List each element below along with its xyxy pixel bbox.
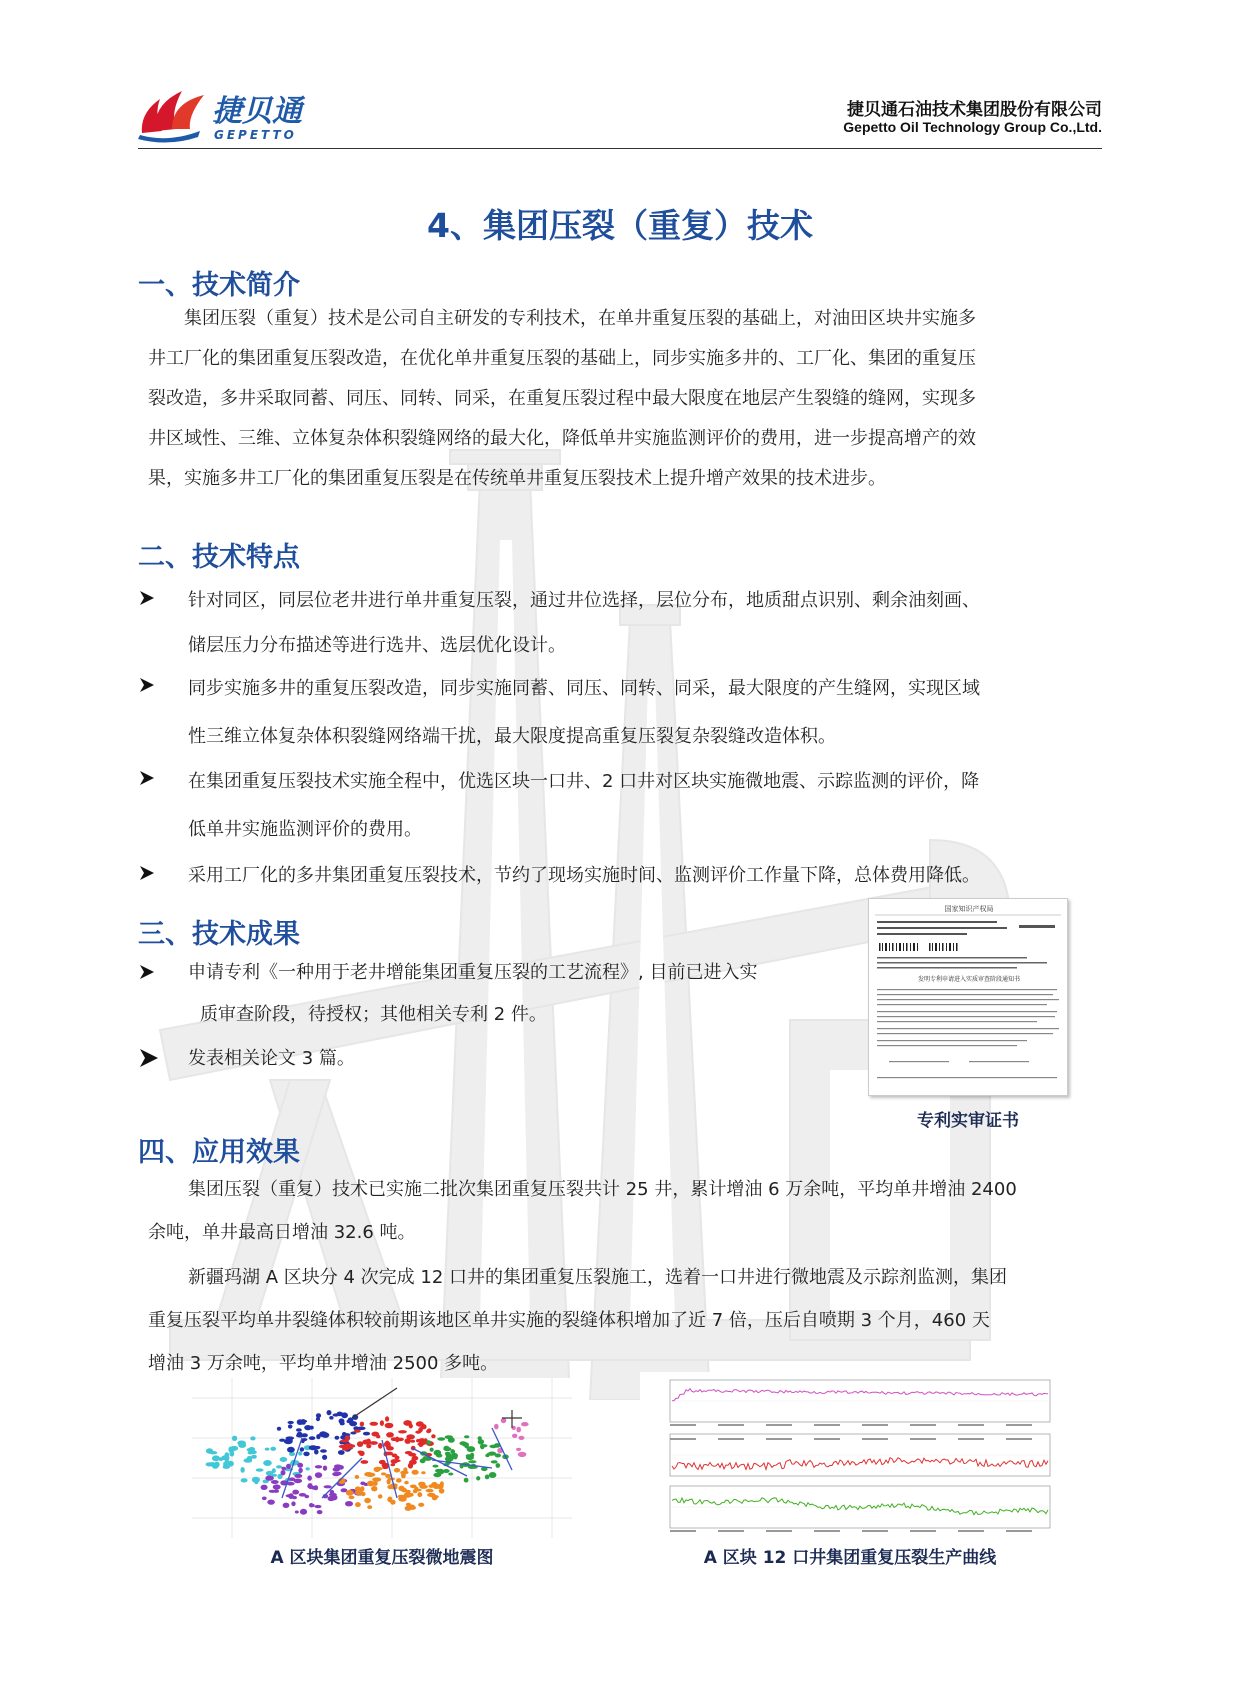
microseismic-event-dot [277, 1427, 281, 1431]
microseismic-event-dot [488, 1452, 496, 1456]
microseismic-event-dot [370, 1422, 379, 1426]
microseismic-event-dot [434, 1450, 442, 1456]
axis-tick-label-mark [862, 1438, 888, 1440]
microseismic-event-dot [338, 1465, 344, 1470]
microseismic-event-dot [437, 1437, 445, 1440]
microseismic-event-dot [417, 1492, 422, 1497]
microseismic-event-dot [288, 1424, 293, 1428]
axis-tick-label-mark [958, 1530, 984, 1532]
microseismic-event-dot [306, 1467, 310, 1470]
microseismic-event-dot [315, 1472, 322, 1478]
microseismic-event-dot [392, 1459, 401, 1462]
application-line: 集团压裂（重复）技术已实施二批次集团重复压裂共计 25 井，累计增油 6 万余吨，平均单井增油 2400 [188, 1179, 1017, 1200]
microseismic-event-dot [238, 1443, 246, 1448]
page-title: 4、集团压裂（重复）技术 [427, 206, 813, 245]
microseismic-event-dot [370, 1441, 378, 1445]
microseismic-event-dot [406, 1434, 415, 1439]
microseismic-event-dot [228, 1447, 232, 1453]
arrow-bullet-icon [138, 590, 160, 612]
microseismic-event-dot [328, 1496, 335, 1501]
microseismic-event-dot [516, 1448, 521, 1451]
microseismic-event-dot [314, 1485, 318, 1490]
company-name-cn: 捷贝通石油技术集团股份有限公司 [847, 100, 1102, 120]
microseismic-event-dot [280, 1457, 288, 1462]
microseismic-event-dot [496, 1463, 501, 1468]
intro-line: 集团压裂（重复）技术是公司自主研发的专利技术，在单井重复压裂的基础上，对油田区块井实施多 [184, 308, 976, 329]
microseismic-event-dot [419, 1443, 424, 1448]
microseismic-event-dot [464, 1478, 469, 1483]
microseismic-event-dot [244, 1458, 253, 1463]
microseismic-event-dot [433, 1465, 439, 1468]
microseismic-event-dot [374, 1467, 379, 1471]
microseismic-event-dot [265, 1461, 269, 1464]
microseismic-event-dot [322, 1455, 327, 1460]
microseismic-event-dot [478, 1436, 482, 1440]
section-heading-features: 二、技术特点 [138, 542, 300, 573]
microseismic-event-dot [416, 1439, 421, 1442]
microseismic-event-dot [345, 1435, 350, 1440]
microseismic-event-dot [221, 1455, 229, 1460]
microseismic-event-dot [411, 1457, 416, 1460]
feature-line: 同步实施多井的重复压裂改造，同步实施同蓄、同压、同转、同采，最大限度的产生缝网，实现区域 [188, 678, 980, 699]
microseismic-event-dot [364, 1498, 371, 1503]
microseismic-event-dot [317, 1510, 323, 1514]
microseismic-event-dot [404, 1481, 409, 1485]
microseismic-event-dot [291, 1501, 295, 1506]
microseismic-event-dot [206, 1462, 214, 1466]
production-caption: A 区块 12 口井集团重复压裂生产曲线 [703, 1548, 997, 1568]
axis-tick-label-mark [814, 1530, 840, 1532]
microseismic-event-dot [439, 1488, 445, 1493]
microseismic-event-dot [299, 1420, 307, 1423]
intro-line: 井区域性、三维、立体复杂体积裂缝网络的最大化，降低单井实施监测评价的费用，进一步提高增产的效 [148, 428, 976, 449]
microseismic-event-dot [406, 1503, 411, 1506]
microseismic-event-dot [385, 1441, 390, 1446]
production-curves-image [640, 1372, 1060, 1540]
logo-text-en: GEPETTO [214, 128, 297, 142]
microseismic-event-dot [241, 1478, 248, 1482]
header-divider [138, 148, 1102, 149]
microseismic-event-dot [367, 1505, 372, 1509]
microseismic-event-dot [284, 1441, 292, 1444]
microseismic-event-dot [270, 1447, 276, 1451]
microseismic-event-dot [413, 1489, 422, 1492]
logo-text-cn: 捷贝通 [212, 94, 302, 129]
microseismic-event-dot [357, 1427, 366, 1431]
microseismic-event-dot [395, 1437, 399, 1443]
microseismic-event-dot [421, 1471, 425, 1474]
microseismic-event-dot [437, 1469, 445, 1475]
axis-tick-label-mark [718, 1530, 744, 1532]
microseismic-event-dot [396, 1478, 402, 1482]
microseismic-event-dot [271, 1480, 279, 1484]
microseismic-event-dot [232, 1436, 237, 1441]
microseismic-event-dot [476, 1476, 480, 1480]
microseismic-event-dot [327, 1410, 332, 1415]
result-line: 质审查阶段，待授权；其他相关专利 2 件。 [200, 1004, 547, 1025]
microseismic-event-dot [295, 1511, 299, 1514]
microseismic-event-dot [359, 1451, 365, 1456]
microseismic-event-dot [409, 1460, 417, 1465]
microseismic-event-dot [518, 1452, 527, 1457]
microseismic-event-dot [355, 1502, 361, 1507]
arrow-bullet-icon [138, 1048, 160, 1070]
microseismic-event-dot [403, 1467, 407, 1472]
microseismic-event-dot [448, 1473, 453, 1476]
microseismic-event-dot [247, 1448, 254, 1452]
microseismic-event-dot [309, 1436, 316, 1440]
microseismic-map-image [192, 1378, 572, 1538]
microseismic-event-dot [494, 1424, 499, 1430]
microseismic-event-dot [385, 1423, 394, 1429]
application-paragraph-2 [148, 1256, 1128, 1385]
microseismic-event-dot [378, 1443, 383, 1449]
microseismic-event-dot [410, 1485, 417, 1489]
microseismic-event-dot [310, 1504, 314, 1507]
microseismic-event-dot [412, 1470, 419, 1475]
microseismic-event-dot [415, 1431, 421, 1434]
microseismic-event-dot [339, 1418, 345, 1423]
microseismic-event-dot [254, 1480, 258, 1484]
microseismic-event-dot [300, 1447, 304, 1451]
microseismic-event-dot [501, 1418, 507, 1423]
microseismic-event-dot [281, 1467, 286, 1470]
microseismic-event-dot [355, 1475, 360, 1479]
microseismic-event-dot [272, 1468, 276, 1473]
microseismic-event-dot [371, 1486, 377, 1491]
patent-certificate-image [868, 898, 1068, 1096]
microseismic-event-dot [273, 1484, 281, 1489]
microseismic-event-dot [349, 1496, 355, 1500]
section-heading-results: 三、技术成果 [138, 919, 300, 950]
microseismic-event-dot [206, 1448, 213, 1453]
feature-line: 针对同区，同层位老井进行单井重复压裂，通过井位选择，层位分布，地质甜点识别、剩余油刻画、 [188, 590, 980, 611]
microseismic-event-dot [345, 1501, 353, 1506]
microseismic-event-dot [361, 1460, 369, 1464]
arrow-bullet-icon [138, 865, 160, 887]
microseismic-event-dot [443, 1447, 451, 1451]
microseismic-event-dot [338, 1450, 345, 1455]
microseismic-event-dot [296, 1434, 304, 1438]
microseismic-event-dot [214, 1462, 220, 1468]
microseismic-event-dot [381, 1472, 386, 1475]
microseismic-event-dot [398, 1495, 406, 1498]
axis-tick-label-mark [766, 1424, 792, 1426]
microseismic-event-dot [316, 1417, 320, 1421]
microseismic-event-dot [408, 1506, 416, 1510]
company-name-en: Gepetto Oil Technology Group Co.,Ltd. [843, 119, 1102, 135]
microseismic-event-dot [385, 1416, 389, 1421]
microseismic-event-dot [380, 1420, 384, 1426]
axis-tick-label-mark [718, 1438, 744, 1440]
certificate-header: 国家知识产权局 [944, 905, 994, 913]
axis-tick-label-mark [958, 1424, 984, 1426]
microseismic-event-dot [416, 1421, 424, 1426]
microseismic-event-dot [297, 1463, 303, 1468]
axis-tick-label-mark [670, 1530, 696, 1532]
microseismic-event-dot [395, 1456, 400, 1460]
microseismic-event-dot [408, 1453, 416, 1457]
microseismic-event-dot [362, 1439, 370, 1444]
microseismic-event-dot [212, 1455, 220, 1461]
microseismic-event-dot [518, 1436, 524, 1440]
microseismic-event-dot [283, 1503, 290, 1508]
microseismic-event-dot [448, 1437, 455, 1443]
application-line: 新疆玛湖 A 区块分 4 次完成 12 口井的集团重复压裂施工，选着一口井进行微地震及示踪剂监测，集团 [188, 1267, 1007, 1288]
microseismic-event-dot [298, 1451, 302, 1455]
microseismic-event-dot [305, 1495, 310, 1499]
axis-tick-label-mark [766, 1438, 792, 1440]
feature-line: 储层压力分布描述等进行选井、选层优化设计。 [188, 635, 566, 656]
certificate-title: 发明专利申请进入实质审查阶段通知书 [917, 976, 1021, 983]
feature-line: 采用工厂化的多井集团重复压裂技术，节约了现场实施时间、监测评价工作量下降，总体费用降低。 [188, 865, 980, 886]
microseismic-event-dot [320, 1449, 327, 1453]
intro-line: 井工厂化的集团重复压裂改造，在优化单井重复压裂的基础上，同步实施多井的、工厂化、集团的重复压 [148, 348, 976, 369]
axis-tick-label-mark [670, 1424, 696, 1426]
microseismic-event-dot [292, 1496, 297, 1499]
microseismic-event-dot [286, 1464, 291, 1469]
microseismic-event-dot [323, 1466, 327, 1471]
microseismic-event-dot [464, 1443, 469, 1448]
microseismic-event-dot [431, 1434, 435, 1438]
microseismic-event-dot [489, 1472, 497, 1478]
microseismic-event-dot [248, 1451, 254, 1454]
intro-line: 裂改造，多井采取同蓄、同压、同转、同采，在重复压裂过程中最大限度在地层产生裂缝的缝网，实现多 [148, 388, 976, 409]
microseismic-event-dot [292, 1490, 299, 1495]
microseismic-event-dot [372, 1477, 381, 1481]
microseismic-event-dot [265, 1476, 274, 1481]
microseismic-event-dot [363, 1432, 370, 1436]
microseismic-event-dot [256, 1468, 264, 1471]
logo-mark-icon [138, 91, 204, 143]
microseismic-event-dot [366, 1444, 371, 1448]
microseismic-event-dot [341, 1412, 348, 1418]
microseismic-event-dot [428, 1484, 434, 1488]
application-paragraph-1 [148, 1168, 1128, 1254]
microseismic-event-dot [329, 1416, 333, 1420]
microseismic-event-dot [281, 1470, 286, 1475]
microseismic-event-dot [315, 1505, 322, 1508]
microseismic-event-dot [445, 1456, 454, 1462]
microseismic-event-dot [227, 1461, 234, 1467]
microseismic-event-dot [261, 1485, 268, 1490]
microseismic-event-dot [296, 1428, 302, 1432]
application-line: 重复压裂平均单井裂缝体积较前期该地区单井实施的裂缝体积增加了近 7 倍，压后自喷期 3 个月，460 天 [148, 1310, 990, 1331]
microseismic-event-dot [314, 1449, 319, 1454]
microseismic-event-dot [430, 1448, 434, 1452]
microseismic-event-dot [289, 1477, 295, 1481]
axis-tick-label-mark [1006, 1438, 1032, 1440]
microseismic-event-dot [288, 1421, 294, 1424]
microseismic-event-dot [276, 1465, 282, 1468]
microseismic-event-dot [354, 1430, 361, 1433]
microseismic-event-dot [440, 1481, 444, 1487]
microseismic-caption: A 区块集团重复压裂微地震图 [270, 1548, 494, 1568]
microseismic-event-dot [304, 1425, 311, 1430]
microseismic-event-dot [303, 1452, 309, 1457]
axis-tick-label-mark [862, 1424, 888, 1426]
microseismic-event-dot [269, 1490, 276, 1493]
microseismic-event-dot [426, 1429, 431, 1433]
microseismic-event-dot [342, 1447, 349, 1450]
microseismic-event-dot [267, 1500, 275, 1505]
axis-tick-label-mark [910, 1438, 936, 1440]
microseismic-event-dot [466, 1454, 472, 1458]
microseismic-event-dot [250, 1436, 255, 1440]
company-logo [138, 85, 328, 145]
microseismic-event-dot [481, 1444, 488, 1447]
microseismic-event-dot [418, 1503, 424, 1507]
microseismic-event-dot [360, 1422, 364, 1427]
microseismic-event-dot [307, 1475, 312, 1480]
microseismic-event-dot [401, 1488, 407, 1493]
application-line: 余吨，单井最高日增油 32.6 吨。 [148, 1222, 416, 1243]
microseismic-event-dot [485, 1475, 490, 1480]
microseismic-event-dot [300, 1509, 307, 1515]
feature-line: 在集团重复压裂技术实施全程中，优选区块一口井、2 口井对区块实施微地震、示踪监测的评价，降 [188, 771, 980, 792]
microseismic-event-dot [426, 1489, 434, 1493]
microseismic-event-dot [370, 1482, 376, 1486]
microseismic-event-dot [391, 1463, 396, 1466]
axis-tick-label-mark [718, 1424, 744, 1426]
axis-tick-label-mark [814, 1424, 840, 1426]
intro-line: 果，实施多井工厂化的集团重复压裂是在传统单井重复压裂技术上提升增产效果的技术进步。 [148, 468, 886, 489]
axis-tick-label-mark [766, 1530, 792, 1532]
microseismic-event-dot [420, 1459, 426, 1464]
microseismic-event-dot [387, 1479, 391, 1485]
axis-tick-label-mark [1006, 1424, 1032, 1426]
microseismic-event-dot [516, 1427, 521, 1433]
microseismic-event-dot [308, 1484, 313, 1489]
certificate-caption: 专利实审证书 [917, 1111, 1019, 1131]
microseismic-event-dot [315, 1465, 322, 1468]
result-line: 申请专利《一种用于老井增能集团重复压裂的工艺流程》, 目前已进入实 [188, 962, 758, 983]
microseismic-event-dot [387, 1497, 392, 1503]
microseismic-event-dot [464, 1435, 469, 1438]
microseismic-event-dot [378, 1494, 383, 1498]
microseismic-event-dot [294, 1474, 302, 1478]
microseismic-event-dot [409, 1493, 414, 1497]
microseismic-event-dot [262, 1497, 267, 1501]
microseismic-event-dot [265, 1448, 270, 1451]
microseismic-event-dot [411, 1440, 416, 1443]
microseismic-event-dot [419, 1485, 428, 1489]
result-line: 发表相关论文 3 篇。 [188, 1048, 355, 1069]
microseismic-event-dot [240, 1467, 244, 1473]
microseismic-event-dot [298, 1468, 302, 1473]
arrow-bullet-icon [138, 770, 160, 792]
microseismic-event-dot [491, 1460, 498, 1463]
axis-tick-label-mark [910, 1424, 936, 1426]
intro-paragraph [148, 299, 1128, 499]
feature-line: 性三维立体复杂体积裂缝网络端干扰，最大限度提高重复压裂复杂裂缝改造体积。 [188, 726, 836, 747]
axis-tick-label-mark [910, 1530, 936, 1532]
microseismic-event-dot [322, 1432, 330, 1438]
microseismic-event-dot [368, 1473, 375, 1477]
microseismic-event-dot [324, 1485, 332, 1488]
microseismic-event-dot [287, 1447, 295, 1453]
application-line: 增油 3 万余吨，平均单井增油 2500 多吨。 [148, 1353, 499, 1374]
microseismic-event-dot [371, 1432, 379, 1437]
microseismic-event-dot [335, 1436, 340, 1440]
section-heading-intro: 一、技术简介 [138, 270, 300, 301]
arrow-bullet-icon [138, 677, 160, 699]
axis-tick-label-mark [862, 1530, 888, 1532]
microseismic-event-dot [355, 1486, 361, 1491]
microseismic-event-dot [512, 1434, 517, 1438]
microseismic-event-dot [403, 1420, 412, 1426]
microseismic-event-dot [394, 1468, 400, 1473]
microseismic-event-dot [346, 1490, 354, 1496]
microseismic-event-dot [426, 1440, 431, 1445]
microseismic-event-dot [398, 1430, 407, 1433]
microseismic-event-dot [332, 1472, 340, 1476]
microseismic-event-dot [401, 1473, 406, 1479]
arrow-bullet-icon [138, 964, 160, 986]
axis-tick-label-mark [670, 1438, 696, 1440]
axis-tick-label-mark [958, 1438, 984, 1440]
microseismic-event-dot [468, 1460, 476, 1463]
axis-tick-label-mark [814, 1438, 840, 1440]
microseismic-event-dot [521, 1422, 529, 1426]
microseismic-event-dot [286, 1494, 293, 1497]
section-heading-application: 四、应用效果 [138, 1137, 300, 1168]
microseismic-event-dot [431, 1495, 438, 1498]
microseismic-event-dot [333, 1413, 340, 1416]
microseismic-event-dot [386, 1432, 394, 1437]
axis-tick-label-mark [1006, 1530, 1032, 1532]
microseismic-event-dot [309, 1445, 318, 1450]
feature-line: 低单井实施监测评价的费用。 [188, 819, 422, 840]
